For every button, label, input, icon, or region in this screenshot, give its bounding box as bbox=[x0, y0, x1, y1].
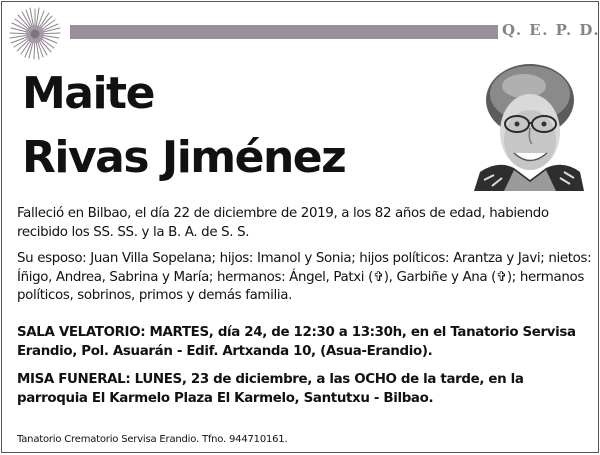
qepd-label: Q. E. P. D. bbox=[502, 21, 600, 39]
header-bar bbox=[70, 25, 498, 39]
obituary-card bbox=[1, 1, 599, 453]
thistle-emblem-icon bbox=[6, 6, 64, 62]
deceased-last-names: Rivas Jiménez bbox=[22, 132, 346, 183]
death-announcement: Falleció en Bilbao, el día 22 de diciembre de 2019, a los 82 años de edad, habiendo recibido los SS. SS. y la B. A. de S. S. bbox=[17, 206, 549, 240]
family-list: Su esposo: Juan Villa Sopelana; hijos: Imanol y Sonia; hijos políticos: Arantza y Javi; nietos: Íñigo, Andrea, Sabrina y María; hermanos: Ángel, Patxi (✞), Garbiñe y Ana (✞); hermanos políticos, sobrinos, primos y demás familia. bbox=[17, 251, 592, 303]
portrait-photo bbox=[474, 60, 584, 191]
wake-details: SALA VELATORIO: MARTES, día 24, de 12:30 a 13:30h, en el Tanatorio Servisa Erandio, Pol. Asuarán - Edif. Artxanda 10, (Asua-Erandio). bbox=[17, 325, 576, 359]
funeral-home-contact: Tanatorio Crematorio Servisa Erandio. Tfno. 944710161. bbox=[17, 434, 288, 445]
funeral-mass-details: MISA FUNERAL: LUNES, 23 de diciembre, a las OCHO de la tarde, en la parroquia El Karmelo Plaza El Karmelo, Santutxu - Bilbao. bbox=[17, 372, 524, 406]
deceased-first-name: Maite bbox=[22, 68, 154, 119]
